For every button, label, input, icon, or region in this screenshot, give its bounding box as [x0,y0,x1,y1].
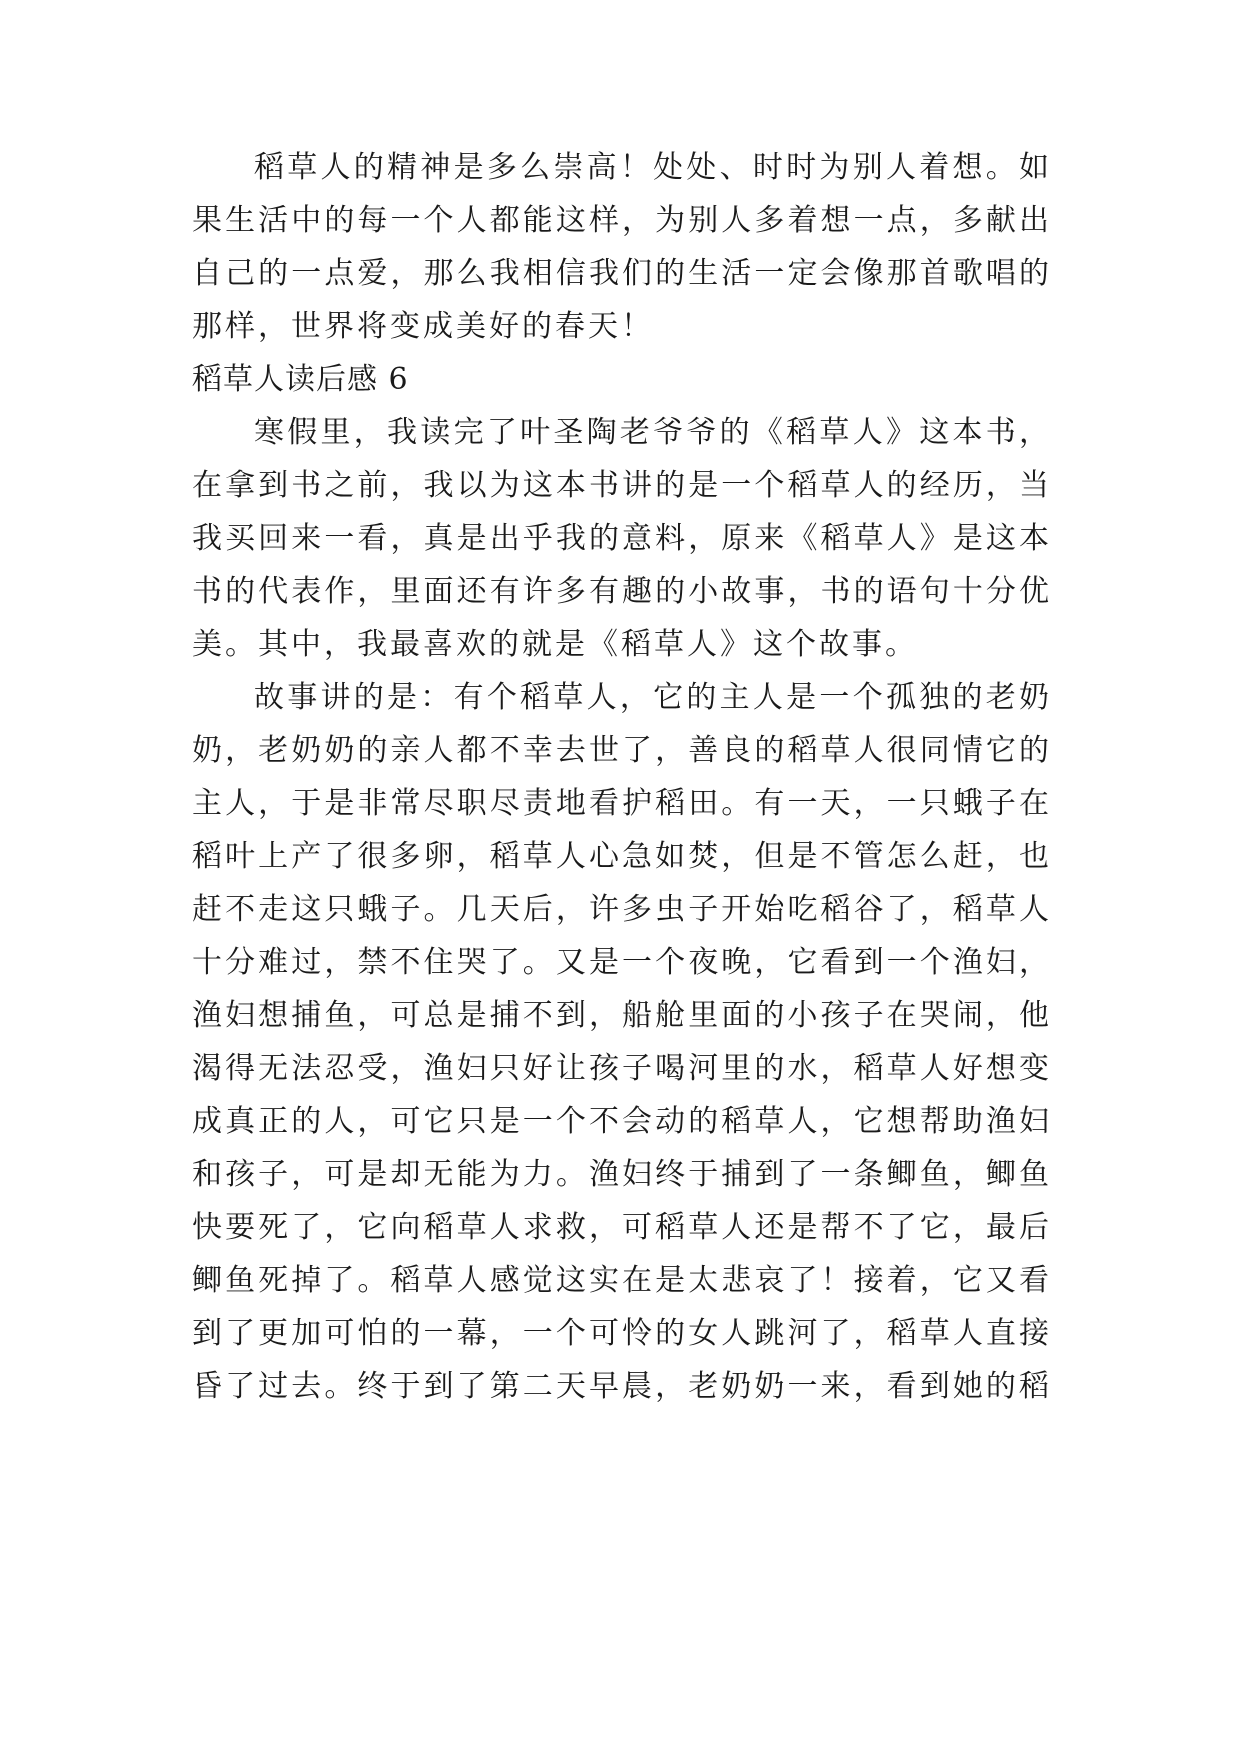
paragraph-line: 赶不走这只蛾子。几天后，许多虫子开始吃稻谷了，稻草人 [192,892,1052,927]
paragraph-line: 鲫鱼死掉了。稻草人感觉这实在是太悲哀了！接着，它又看 [192,1263,1052,1298]
paragraph-line: 书的代表作，里面还有许多有趣的小故事，书的语句十分优 [192,574,1052,609]
paragraph-line: 十分难过，禁不住哭了。又是一个夜晚，它看到一个渔妇， [192,945,1052,980]
paragraph-line: 美。其中，我最喜欢的就是《稻草人》这个故事。 [192,627,918,662]
paragraph-line: 自己的一点爱，那么我相信我们的生活一定会像那首歌唱的 [192,256,1052,291]
paragraph-line: 稻叶上产了很多卵，稻草人心急如焚，但是不管怎么赶，也 [192,839,1052,874]
paragraph-line: 主人，于是非常尽职尽责地看护稻田。有一天，一只蛾子在 [192,786,1052,821]
paragraph-line: 故事讲的是：有个稻草人，它的主人是一个孤独的老奶 [254,680,1052,715]
paragraph-line: 快要死了，它向稻草人求救，可稻草人还是帮不了它，最后 [192,1210,1052,1245]
paragraph-line: 和孩子，可是却无能为力。渔妇终于捕到了一条鲫鱼，鲫鱼 [192,1157,1052,1192]
paragraph-line: 我买回来一看，真是出乎我的意料，原来《稻草人》是这本 [192,521,1052,556]
paragraph-line: 渴得无法忍受，渔妇只好让孩子喝河里的水，稻草人好想变 [192,1051,1052,1086]
paragraph-line: 到了更加可怕的一幕，一个可怜的女人跳河了，稻草人直接 [192,1316,1052,1351]
paragraph-line: 成真正的人，可它只是一个不会动的稻草人，它想帮助渔妇 [192,1104,1052,1139]
paragraph-line: 渔妇想捕鱼，可总是捕不到，船舱里面的小孩子在哭闹，他 [192,998,1052,1033]
paragraph-line: 那样，世界将变成美好的春天！ [192,309,654,344]
paragraph-line: 在拿到书之前，我以为这本书讲的是一个稻草人的经历，当 [192,468,1052,503]
paragraph-line: 寒假里，我读完了叶圣陶老爷爷的《稻草人》这本书， [254,415,1052,450]
paragraph-line: 稻草人的精神是多么崇高！处处、时时为别人着想。如 [254,150,1052,185]
paragraph-line: 昏了过去。终于到了第二天早晨，老奶奶一来，看到她的稻 [192,1369,1052,1404]
paragraph-line: 奶，老奶奶的亲人都不幸去世了，善良的稻草人很同情它的 [192,733,1052,768]
paragraph-line: 果生活中的每一个人都能这样，为别人多着想一点，多献出 [192,203,1052,238]
section-heading: 稻草人读后感 6 [192,362,409,397]
